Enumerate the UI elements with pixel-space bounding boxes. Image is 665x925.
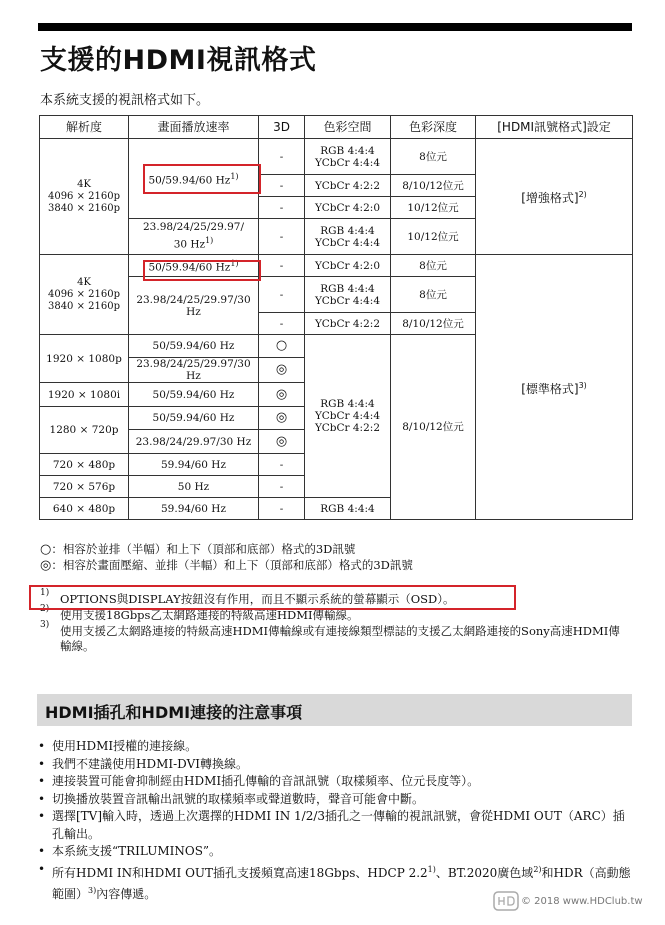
col-header-resolution: 解析度 [40, 116, 129, 139]
col-header-3d: 3D [259, 116, 305, 139]
rate-cell: 59.94/60 Hz [129, 454, 259, 476]
footnote-ref: 1) [427, 864, 436, 874]
color-depth-cell: 8位元 [391, 139, 476, 175]
footnote-mark: 3) [40, 620, 50, 630]
watermark [493, 888, 653, 918]
color-space-cell: RGB 4:4:4 YCbCr 4:4:4 [305, 139, 391, 175]
res-cell: 720 × 480p [40, 454, 129, 476]
color-depth-cell: 8位元 [391, 255, 476, 277]
color-depth-cell: 10/12位元 [391, 219, 476, 255]
video-format-table [39, 115, 633, 520]
footnote-text: 使用支援18Gbps乙太網路連接的特級高速HDMI傳輸線。 [60, 608, 359, 622]
rate-cell: 59.94/60 Hz [129, 498, 259, 520]
res-4k-b: 4K 4096 × 2160p 3840 × 2160p [40, 255, 129, 335]
hdclub-logo-icon [493, 888, 519, 914]
rate-text: 23.98/24/25/29.97/ 30 Hz [143, 221, 244, 251]
footnote-ref: 1) [230, 171, 239, 181]
list-text: 內容傳遞。 [96, 887, 157, 901]
res-cell: 1280 × 720p [40, 407, 129, 454]
double-circle-icon: ◎ [259, 358, 305, 383]
highlight-box-footnote [29, 585, 516, 610]
double-circle-icon: ◎ [259, 383, 305, 407]
rate-cell [129, 219, 259, 255]
legend-double-circle-text: ：相容於畫面壓縮、並排（半幅）和上下（頂部和底部）格式的3D訊號 [51, 558, 413, 572]
format-standard: [標準格式] [521, 381, 579, 396]
color-space-cell: RGB 4:4:4 YCbCr 4:4:4 [305, 219, 391, 255]
color-depth-cell: 8/10/12位元 [391, 175, 476, 197]
list-item: • 我們不建議使用HDMI-DVI轉換線。 [38, 756, 632, 774]
double-circle-icon: ◎ [259, 430, 305, 454]
double-circle-icon: ◎ [40, 558, 52, 573]
three-d-cell: - [259, 498, 305, 520]
rate-text: 50/59.94/60 Hz [148, 174, 231, 187]
three-d-cell: - [259, 139, 305, 175]
color-depth-cell: 8位元 [391, 277, 476, 313]
legend-circle [40, 541, 355, 557]
col-header-color-space: 色彩空間 [305, 116, 391, 139]
col-header-hdmi-format: [HDMI訊號格式]設定 [476, 116, 633, 139]
rate-cell: 50/59.94/60 Hz [129, 407, 259, 430]
three-d-cell: - [259, 197, 305, 219]
color-depth-cell: 10/12位元 [391, 197, 476, 219]
list-text: 所有HDMI IN和HDMI OUT插孔支援頻寬高速18Gbps、HDCP 2.2 [52, 865, 428, 880]
circle-icon: ○ [259, 335, 305, 358]
highlight-box-rate-1 [143, 164, 261, 194]
footnote-2 [40, 604, 630, 623]
rate-text: 50/59.94/60 Hz [148, 261, 231, 274]
three-d-cell: - [259, 277, 305, 313]
color-depth-cell: 8/10/12位元 [391, 313, 476, 335]
color-space-cell: YCbCr 4:2:0 [305, 197, 391, 219]
legend-double-circle [40, 557, 413, 573]
res-cell: 1920 × 1080i [40, 383, 129, 407]
rate-cell: 50/59.94/60 Hz [129, 335, 259, 358]
legend-circle-text: ：相容於並排（半幅）和上下（頂部和底部）格式的3D訊號 [51, 542, 356, 556]
list-text: 和HDR（高動態範圍） [52, 865, 631, 901]
section-header [37, 694, 632, 726]
footnote-text: OPTIONS與DISPLAY按鈕沒有作用，而且不顯示系統的螢幕顯示（OSD）。 [60, 592, 455, 606]
color-depth-cell: 8/10/12位元 [391, 335, 476, 520]
color-space-cell: RGB 4:4:4 [305, 498, 391, 520]
footnote-ref: 3) [578, 380, 587, 390]
color-space-cell: RGB 4:4:4 YCbCr 4:4:4 [305, 277, 391, 313]
res-cell: 640 × 480p [40, 498, 129, 520]
list-item: • 切換播放裝置音訊輸出訊號的取樣頻率或聲道數時，聲音可能會中斷。 [38, 791, 632, 809]
footnote-text: 使用支援乙太網路連接的特級高速HDMI傳輸線或有連接線類型標誌的支援乙太網路連接的Sony高速HDMI傳輸線。 [60, 624, 620, 653]
watermark-text: © 2018 www.HDClub.tw [521, 896, 643, 907]
table-row [40, 255, 633, 277]
table-row [40, 139, 633, 175]
col-header-frame-rate: 畫面播放速率 [129, 116, 259, 139]
format-standard-cell [476, 255, 633, 520]
page-title: 支援的HDMI視訊格式 [40, 45, 317, 76]
circle-icon: ○ [40, 542, 52, 557]
color-space-cell: RGB 4:4:4 YCbCr 4:4:4 YCbCr 4:2:2 [305, 335, 391, 498]
footnote-3 [40, 620, 630, 654]
list-item: • 本系統支援“TRILUMINOS”。 [38, 843, 632, 861]
list-item: • 使用HDMI授權的連接線。 [38, 738, 632, 756]
section-title: HDMI插孔和HDMI連接的注意事項 [45, 703, 303, 722]
intro-text: 本系統支援的視訊格式如下。 [40, 93, 210, 108]
footnote-ref: 2) [578, 190, 587, 199]
color-space-cell: YCbCr 4:2:2 [305, 175, 391, 197]
footnote-ref: 3) [88, 886, 97, 895]
format-enhanced-cell [476, 139, 633, 255]
list-text: 、BT.2020廣色域 [435, 865, 534, 880]
three-d-cell: - [259, 219, 305, 255]
three-d-cell: - [259, 313, 305, 335]
format-enhanced: [增強格式] [521, 191, 579, 205]
footnote-ref: 1) [230, 258, 239, 268]
res-cell: 1920 × 1080p [40, 335, 129, 383]
list-item: • 連接裝置可能會抑制經由HDMI插孔傳輸的音訊訊號（取樣頻率、位元長度等）。 [38, 773, 632, 791]
color-space-cell: YCbCr 4:2:0 [305, 255, 391, 277]
res-4k-a: 4K 4096 × 2160p 3840 × 2160p [40, 139, 129, 255]
three-d-cell: - [259, 476, 305, 498]
footnote-ref: 1) [205, 236, 214, 246]
rate-cell: 50/59.94/60 Hz [129, 383, 259, 407]
rate-cell: 50 Hz [129, 476, 259, 498]
three-d-cell: - [259, 454, 305, 476]
footnote-mark: 2) [40, 604, 50, 614]
color-space-cell: YCbCr 4:2:2 [305, 313, 391, 335]
res-cell: 720 × 576p [40, 476, 129, 498]
table-header-row [40, 116, 633, 139]
three-d-cell: - [259, 255, 305, 277]
double-circle-icon: ◎ [259, 407, 305, 430]
three-d-cell: - [259, 175, 305, 197]
footnote-mark: 1) [40, 588, 50, 598]
rate-cell: 23.98/24/29.97/30 Hz [129, 430, 259, 454]
top-rule [38, 23, 632, 31]
highlight-box-rate-2 [143, 260, 261, 281]
rate-cell: 23.98/24/25/29.97/30 Hz [129, 358, 259, 383]
list-item: • 選擇[TV]輸入時，透過上次選擇的HDMI IN 1/2/3插孔之一傳輸的視訊訊號，會從HDMI OUT（ARC）插孔輸出。 [38, 808, 632, 843]
col-header-color-depth: 色彩深度 [391, 116, 476, 139]
rate-cell: 23.98/24/25/29.97/30 Hz [129, 277, 259, 335]
notes-list [38, 738, 632, 904]
footnote-ref: 2) [533, 864, 542, 874]
